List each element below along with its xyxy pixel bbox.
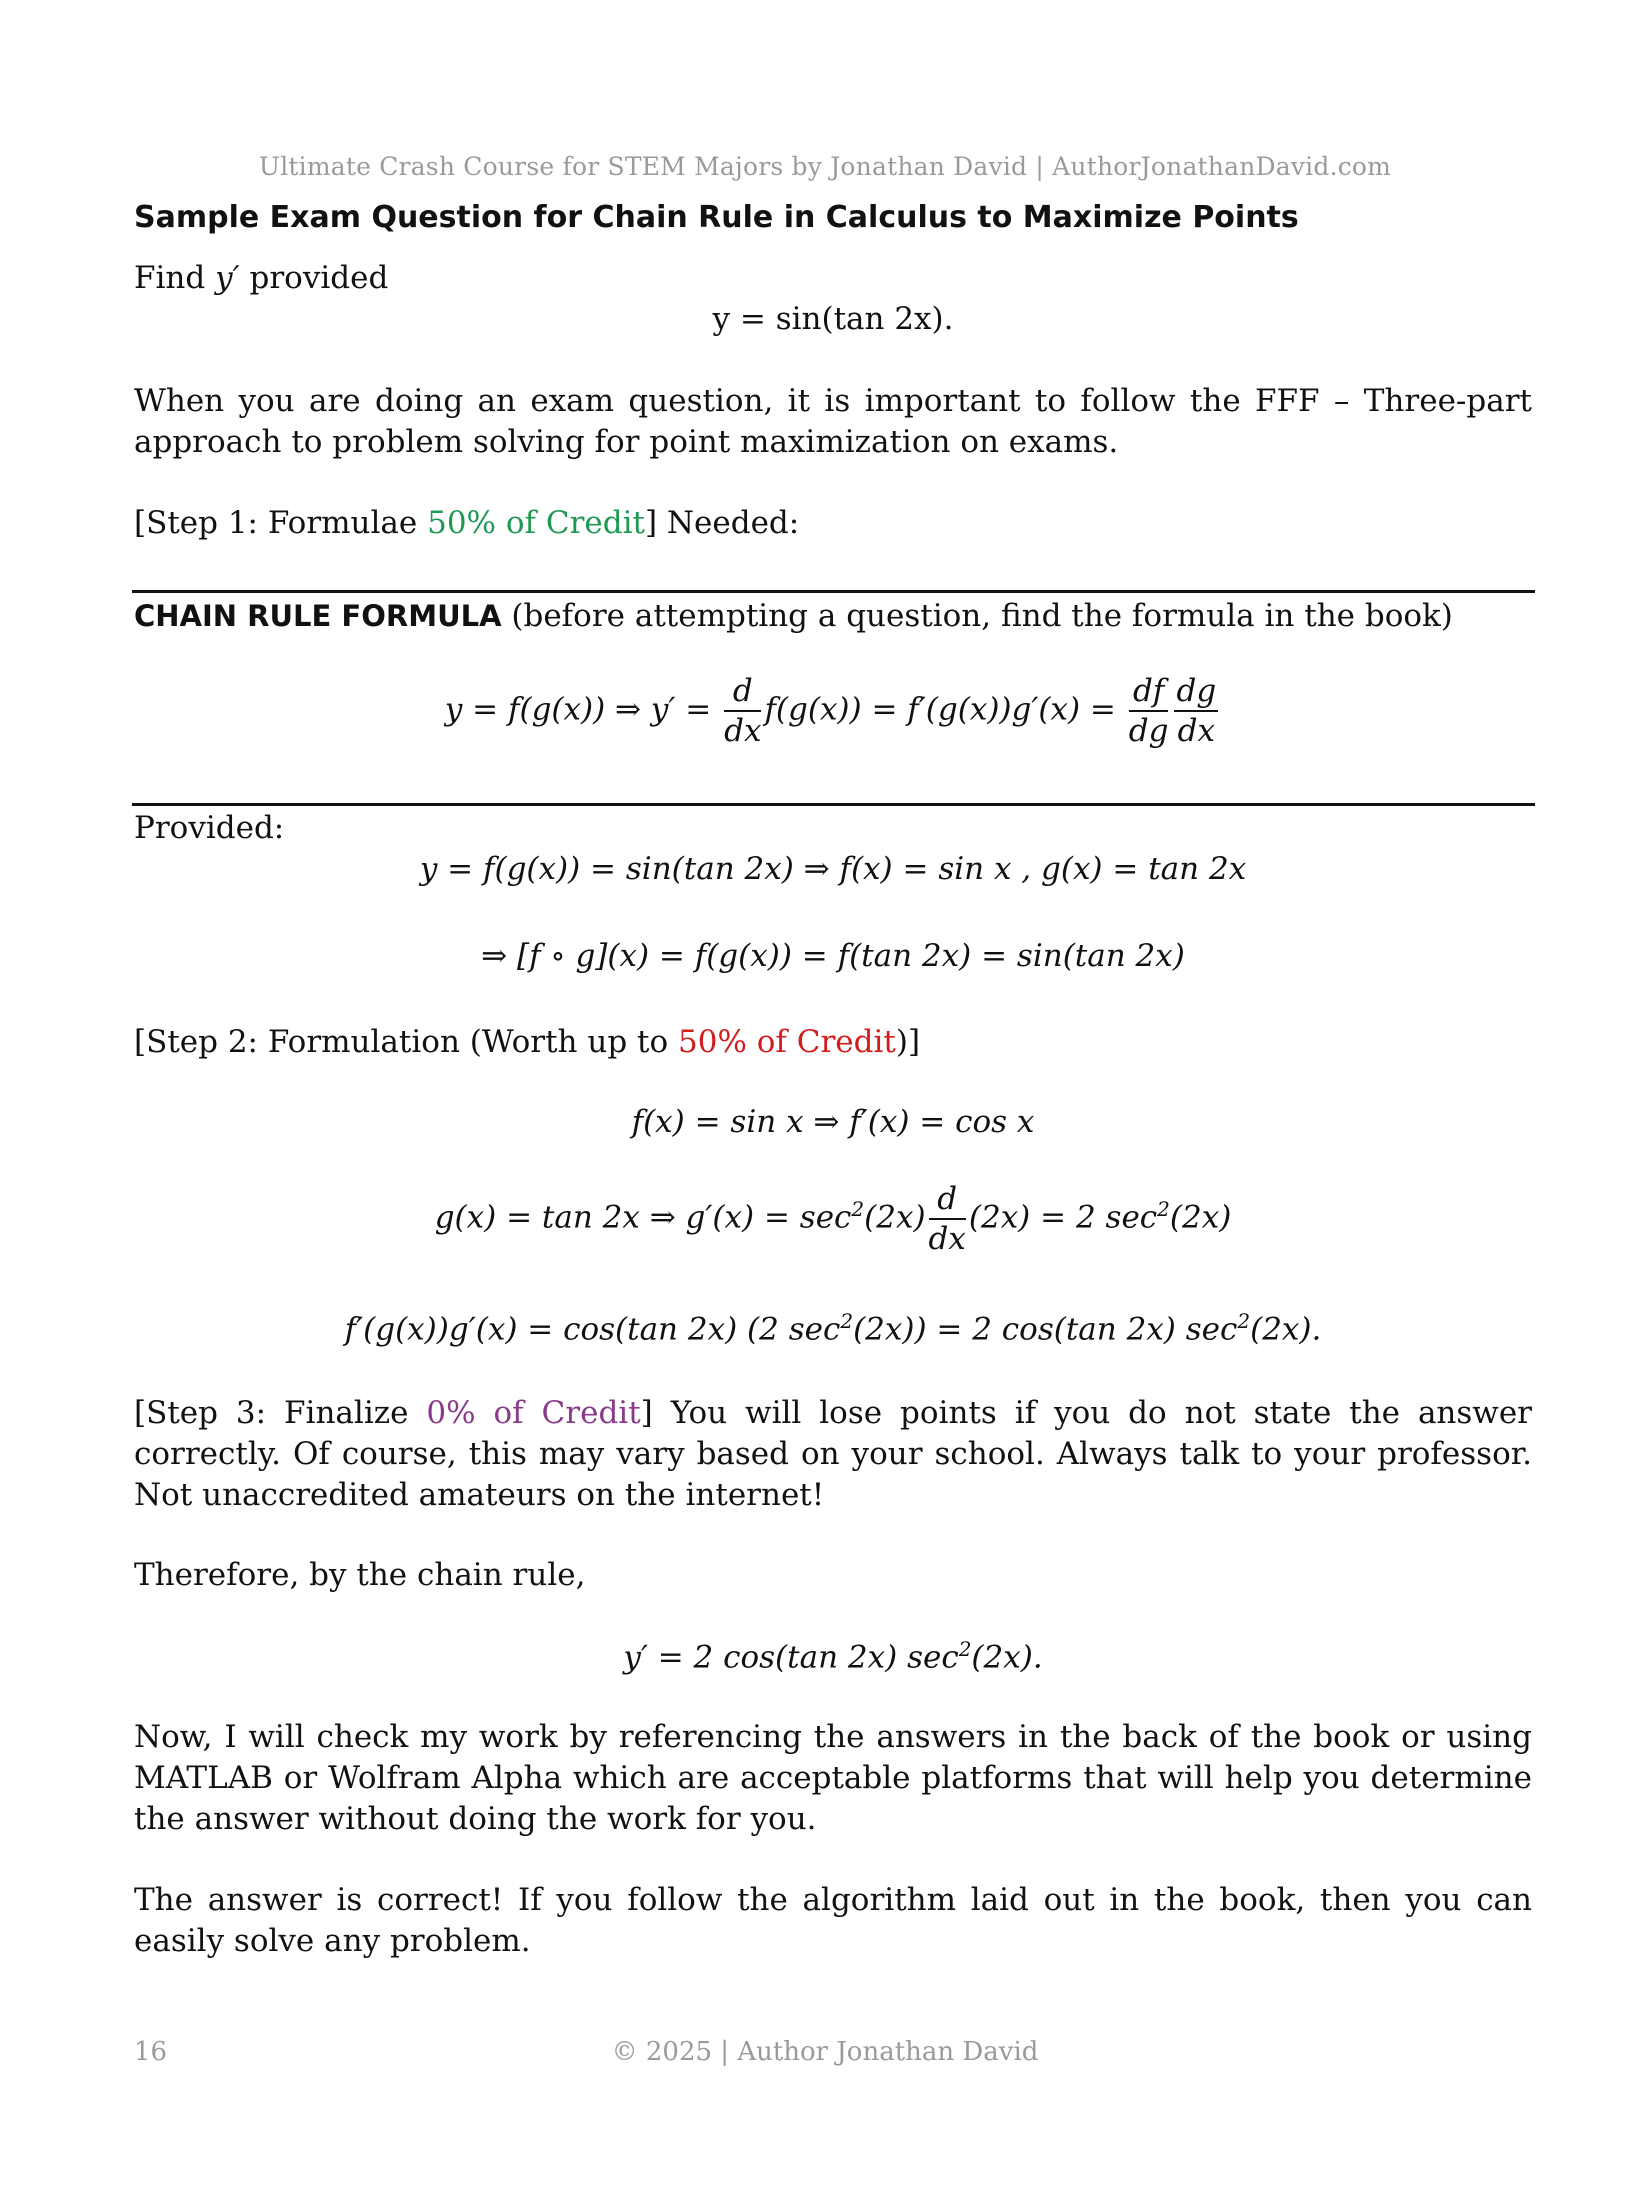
step3-open: [Step 3: Finalize (134, 1395, 427, 1431)
form3-square: 2 (840, 1309, 854, 1333)
formulation-line3 (134, 1309, 1532, 1347)
form3-c: (2x). (1250, 1311, 1322, 1348)
fraction-num: d (929, 1180, 966, 1220)
fraction-den: dx (1177, 713, 1215, 749)
form3-a: f′(g(x))g′(x) = cos(tan 2x) (2 sec (344, 1311, 841, 1348)
running-header: Ultimate Crash Course for STEM Majors by Jonathan David | AuthorJonathanDavid.com (258, 152, 1392, 181)
provided-line2: ⇒ [f ∘ g](x) = f(g(x)) = f(tan 2x) = sin(tan 2x) (481, 938, 1185, 974)
therefore-line: Therefore, by the chain rule, (134, 1557, 586, 1593)
step1-open: [Step 1: Formulae (134, 505, 428, 541)
fraction-dg-dx (1174, 672, 1218, 750)
form2-square2: 2 (1157, 1197, 1170, 1222)
fraction-d-dx (724, 672, 761, 750)
answer-a: y′ = 2 cos(tan 2x) sec (623, 1639, 959, 1676)
chain-rule-heading-line (134, 596, 1532, 637)
step1-close: ] Needed: (644, 505, 800, 541)
form2-mid: (2x) (864, 1199, 926, 1236)
form2-square: 2 (851, 1197, 865, 1222)
chain-rule-formula (134, 672, 1532, 750)
step3-credit: 0% of Credit (426, 1395, 641, 1431)
step3-paragraph (134, 1393, 1532, 1516)
given-equation: y = sin(tan 2x). (712, 301, 954, 337)
step1-line (134, 503, 1532, 544)
form2-rhs1: (2x) = 2 sec (968, 1199, 1158, 1236)
final-answer (134, 1637, 1532, 1675)
formula-lhs: y = f(g(x)) ⇒ y′ = (444, 691, 722, 728)
answer-b: (2x). (971, 1639, 1043, 1676)
chain-rule-heading: CHAIN RULE FORMULA (134, 599, 502, 633)
provided-line1: y = f(g(x)) = sin(tan 2x) ⇒ f(x) = sin x , g(x) = tan 2x (419, 851, 1247, 887)
form3-b: (2x)) = 2 cos(tan 2x) sec (853, 1311, 1238, 1348)
footer-copyright: © 2025 | Author Jonathan David (611, 2037, 1039, 2067)
formulation-line1: f(x) = sin x ⇒ f′(x) = cos x (631, 1104, 1035, 1140)
divider-top (132, 590, 1535, 593)
form2-lhs: g(x) = tan 2x ⇒ g′(x) = sec (434, 1199, 852, 1236)
answer-square: 2 (958, 1637, 972, 1661)
provided-label: Provided: (134, 810, 285, 846)
step2-open: [Step 2: Formulation (Worth up to (134, 1024, 679, 1060)
intro-paragraph: When you are doing an exam question, it is important to follow the FFF – Three-part approach to problem solving for point maximization on exams. (134, 383, 1532, 460)
formulation-line2 (134, 1180, 1532, 1258)
step2-credit: 50% of Credit (678, 1024, 896, 1060)
fraction-num: df (1129, 672, 1169, 712)
form3-square2: 2 (1237, 1309, 1251, 1333)
find-suffix: provided (239, 260, 389, 296)
formula-mid: f(g(x)) = f′(g(x))g′(x) = (764, 691, 1126, 728)
page-number: 16 (134, 2037, 168, 2067)
fraction-den: dg (1128, 713, 1169, 749)
fraction-den: dx (928, 1221, 966, 1257)
step1-credit: 50% of Credit (427, 505, 645, 541)
fraction-df-dg (1129, 672, 1169, 750)
find-prefix: Find (134, 260, 216, 296)
check-paragraph: Now, I will check my work by referencing the answers in the back of the book or using MATLAB or Wolfram Alpha which are acceptable platforms that will help you determine the answer without doing the work for you. (134, 1719, 1532, 1837)
conclusion-paragraph: The answer is correct! If you follow the algorithm laid out in the book, then you can easily solve any problem. (134, 1882, 1532, 1959)
find-var: y′ (215, 260, 240, 296)
fraction-den: dx (724, 713, 762, 749)
form2-rhs2: (2x) (1169, 1199, 1232, 1236)
chain-rule-note: (before attempting a question, find the formula in the book) (501, 598, 1453, 634)
step2-line (134, 1022, 1532, 1063)
fraction-num: dg (1174, 672, 1218, 712)
step2-close: )] (895, 1024, 921, 1060)
step3-close: ] You will lose points if you do not state the answer correctly. Of course, this may vary based on your school. Always talk to your professor. Not unaccredited amateurs on the internet! (134, 1395, 1533, 1513)
fraction-num: d (724, 672, 761, 712)
divider-bottom (132, 803, 1535, 806)
fraction-d-dx-2 (929, 1180, 966, 1258)
find-line (134, 258, 1532, 299)
page-title: Sample Exam Question for Chain Rule in Calculus to Maximize Points (134, 200, 1299, 235)
